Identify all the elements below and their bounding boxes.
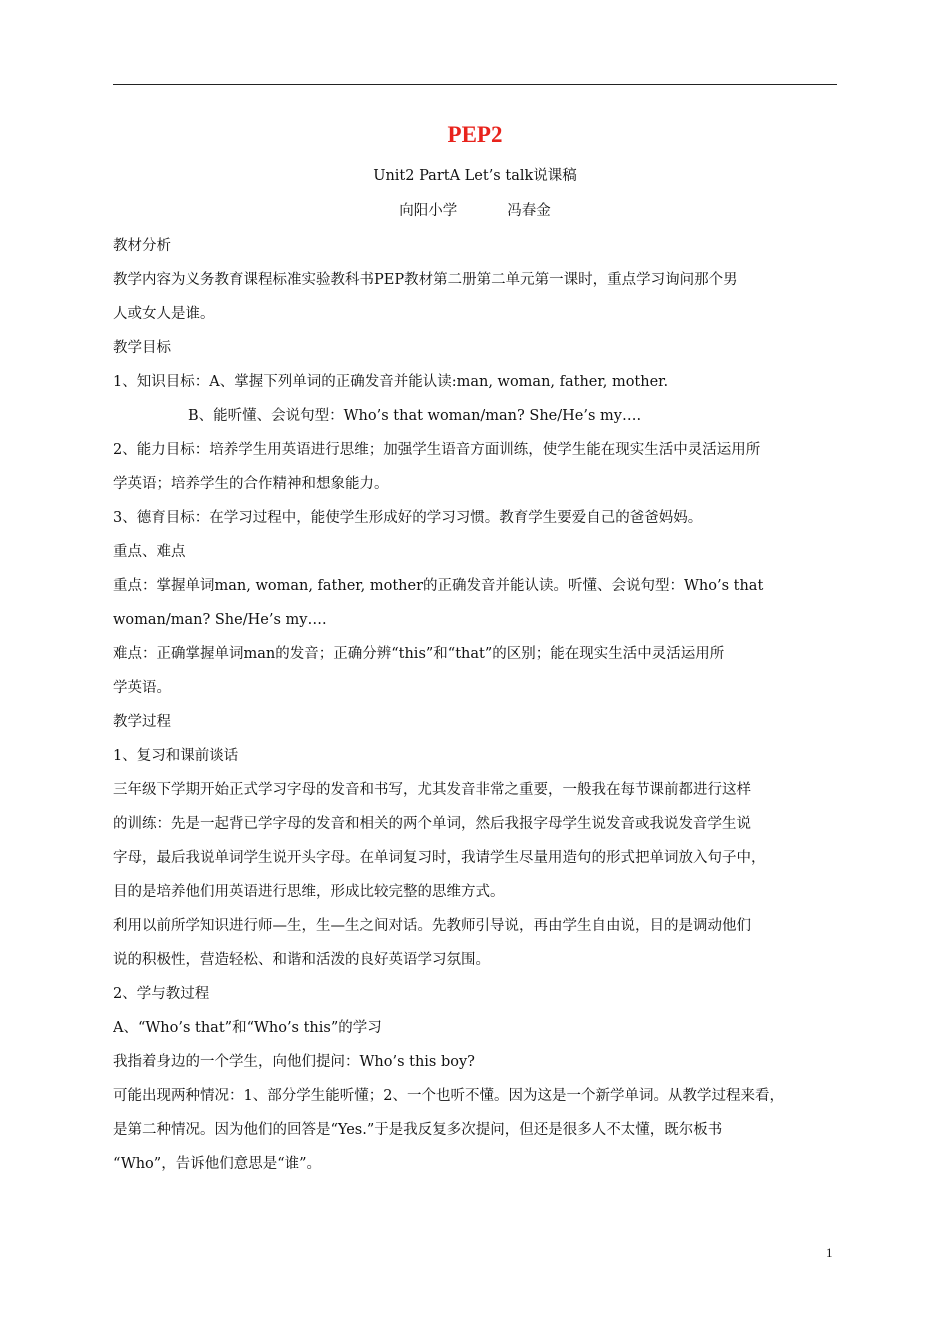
paragraph-line: 1、知识目标：A、掌握下列单词的正确发音并能认读:man, woman, father, mother. bbox=[113, 374, 669, 390]
paragraph-line: “Who”，告诉他们意思是“谁”。 bbox=[113, 1156, 322, 1172]
paragraph-line: 人或女人是谁。 bbox=[113, 306, 215, 322]
section-heading: 教材分析 bbox=[113, 238, 171, 254]
paragraph-line: 2、能力目标：培养学生用英语进行思维；加强学生语音方面训练，使学生能在现实生活中灵活运用所 bbox=[113, 442, 761, 458]
paragraph-line: 可能出现两种情况：1、部分学生能听懂；2、一个也听不懂。因为这是一个新学单词。从教学过程来看， bbox=[113, 1088, 784, 1104]
document-title: PEP2 bbox=[447, 122, 503, 147]
section-heading: 重点、难点 bbox=[113, 544, 186, 560]
paragraph-line: 利用以前所学知识进行师—生，生—生之间对话。先教师引导说，再由学生自由说，目的是调动他们 bbox=[113, 918, 751, 934]
paragraph-line: 教学内容为义务教育课程标准实验教科书PEP教材第二册第二单元第一课时，重点学习询问那个男 bbox=[113, 272, 738, 288]
paragraph-line: 重点：掌握单词man, woman, father, mother的正确发音并能认读。听懂、会说句型：Who’s that bbox=[113, 578, 764, 594]
author-line bbox=[0, 199, 950, 220]
paragraph-line: 学英语；培养学生的合作精神和想象能力。 bbox=[113, 476, 389, 492]
paragraph-line: 字母，最后我说单词学生说开头字母。在单词复习时，我请学生尽量用造句的形式把单词放入句子中， bbox=[113, 850, 766, 866]
paragraph-line: B、能听懂、会说句型：Who’s that woman/man? She/He’s my…. bbox=[188, 408, 642, 424]
paragraph-line: 学英语。 bbox=[113, 680, 171, 696]
section-heading: 教学目标 bbox=[113, 340, 171, 356]
paragraph-line: woman/man? She/He’s my…. bbox=[113, 612, 327, 628]
paragraph-line: 是第二种情况。因为他们的回答是“Yes.”于是我反复多次提问，但还是很多人不太懂，既尔板书 bbox=[113, 1122, 723, 1138]
paragraph-line: 难点：正确掌握单词man的发音；正确分辨“this”和“that”的区别；能在现实生活中灵活运用所 bbox=[113, 646, 725, 662]
paragraph-line: 我指着身边的一个学生，向他们提问：Who’s this boy? bbox=[113, 1054, 475, 1070]
paragraph-line: 三年级下学期开始正式学习字母的发音和书写，尤其发音非常之重要，一般我在每节课前都进行这样 bbox=[113, 782, 751, 798]
header-rule bbox=[113, 84, 837, 85]
section-heading: 教学过程 bbox=[113, 714, 171, 730]
paragraph-line: 的训练：先是一起背已学字母的发音和相关的两个单词，然后我报字母学生说发音或我说发音学生说 bbox=[113, 816, 751, 832]
author-name: 冯春金 bbox=[507, 203, 551, 219]
paragraph-line: 3、德育目标：在学习过程中，能使学生形成好的学习习惯。教育学生要爱自己的爸爸妈妈。 bbox=[113, 510, 703, 526]
paragraph-line: 说的积极性，营造轻松、和谐和活泼的良好英语学习氛围。 bbox=[113, 952, 490, 968]
subsection-heading: 2、学与教过程 bbox=[113, 986, 210, 1002]
paragraph-line: 目的是培养他们用英语进行思维，形成比较完整的思维方式。 bbox=[113, 884, 505, 900]
page-number: 1 bbox=[826, 1245, 833, 1260]
paragraph-line: A、“Who’s that”和“Who’s this”的学习 bbox=[113, 1020, 382, 1036]
school-name: 向阳小学 bbox=[399, 203, 458, 219]
subsection-heading: 1、复习和课前谈话 bbox=[113, 748, 239, 764]
document-body bbox=[113, 229, 843, 1181]
document-subtitle: Unit2 PartA Let’s talk说课稿 bbox=[373, 168, 577, 184]
